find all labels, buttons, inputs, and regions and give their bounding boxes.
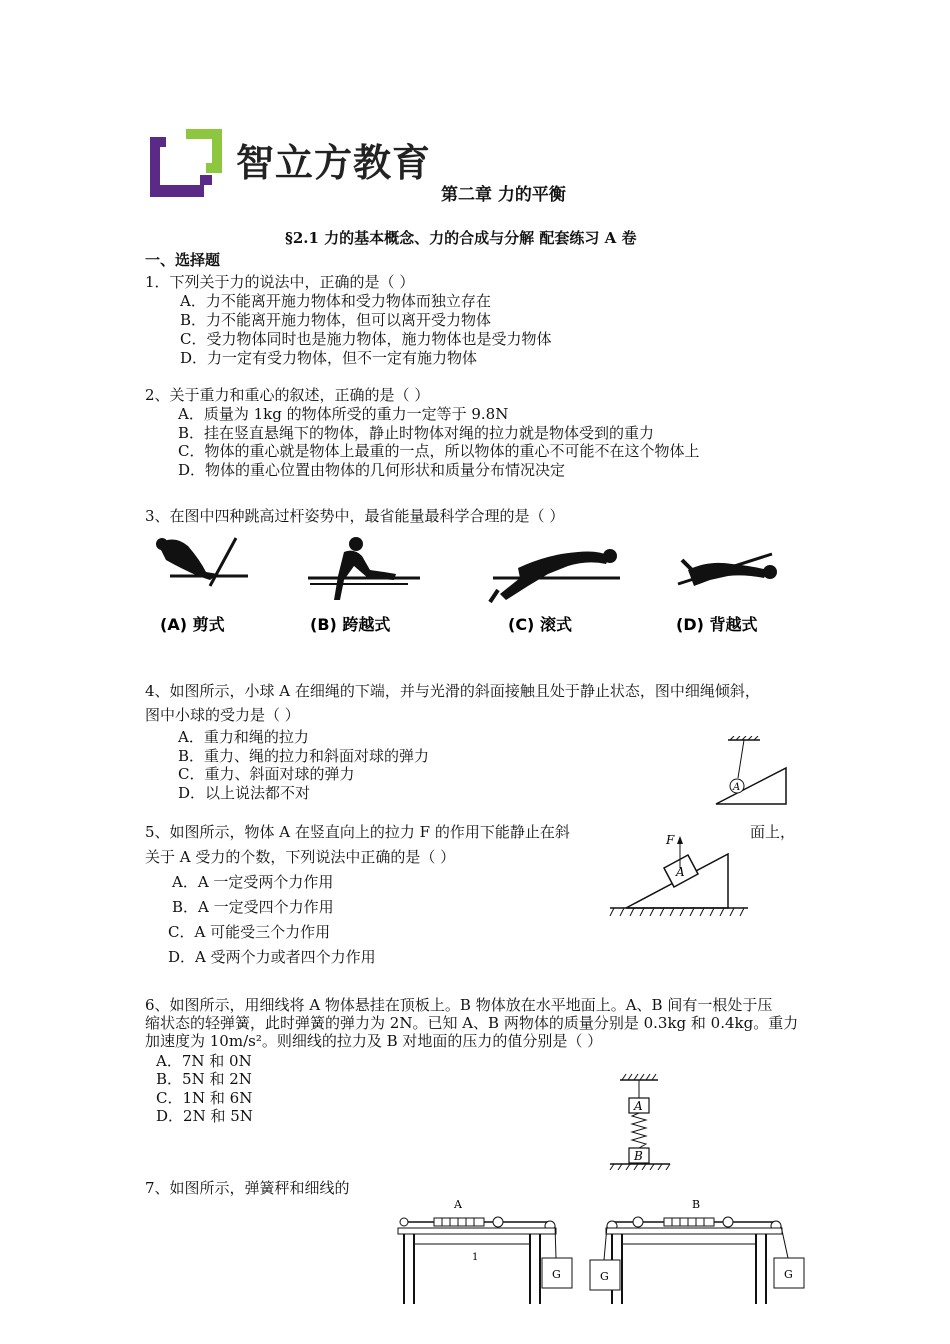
q4-option: A．重力和绳的拉力 xyxy=(178,728,309,746)
brand-logo xyxy=(148,127,226,203)
fig-label-c: (C) 滚式 xyxy=(508,615,572,634)
q1-option: D．力一定有受力物体，但不一定有施力物体 xyxy=(180,349,478,367)
q4-option: C．重力、斜面对球的弹力 xyxy=(178,765,355,783)
q1-option: C．受力物体同时也是施力物体，施力物体也是受力物体 xyxy=(180,330,552,348)
q6-stem-line2: 缩状态的轻弹簧，此时弹簧的弹力为 2N。已知 A、B 两物体的质量分别是 0.3kg 和 0.4kg。重力 xyxy=(145,1014,799,1032)
section-heading: 一、选择题 xyxy=(145,251,221,269)
q5-figure xyxy=(606,828,752,924)
q7-fig-label-b: B xyxy=(692,1198,701,1211)
q2-option: C．物体的重心就是物体上最重的一点，所以物体的重心不可能不在这个物体上 xyxy=(178,442,700,460)
spring-scale-tables-figure xyxy=(390,1196,820,1306)
chapter-title: 第二章 力的平衡 xyxy=(441,185,566,205)
q1-option: B．力不能离开施力物体，但可以离开受力物体 xyxy=(180,311,492,329)
q6-fig-bottom-label: B xyxy=(634,1149,643,1163)
q5-stem-line1-left: 5、如图所示，物体 A 在竖直向上的拉力 F 的作用下能静止在斜 xyxy=(145,823,570,841)
q5-stem-line2: 关于 A 受力的个数，下列说法中正确的是（ ） xyxy=(145,848,456,866)
q7-fig-label-a: A xyxy=(454,1198,462,1211)
logo-mark-icon xyxy=(148,127,226,199)
q2-option: B．挂在竖直悬绳下的物体，静止时物体对绳的拉力就是物体受到的重力 xyxy=(178,424,655,442)
q6-option: A．7N 和 0N xyxy=(156,1052,252,1070)
high-jump-figure xyxy=(148,530,798,642)
fig-label-b: (B) 跨越式 xyxy=(310,615,391,634)
q5-option: A．A 一定受两个力作用 xyxy=(172,873,334,891)
section-title: §2.1 力的基本概念、力的合成与分解 配套练习 A 卷 xyxy=(285,229,637,247)
q3-stem: 3、在图中四种跳高过杆姿势中，最省能量最科学合理的是（ ） xyxy=(145,507,565,525)
ball-on-incline-figure xyxy=(710,736,792,808)
block-on-incline-figure xyxy=(606,828,752,920)
q1-option: A．力不能离开施力物体和受力物体而独立存在 xyxy=(180,292,491,310)
q2-option: D．物体的重心位置由物体的几何形状和质量分布情况决定 xyxy=(178,461,566,479)
q5-stem-line1-right: 面上， xyxy=(750,823,796,841)
q6-option: C．1N 和 6N xyxy=(156,1089,253,1107)
q7-fig-weight-b-right: G xyxy=(784,1268,793,1281)
q4-option: D．以上说法都不对 xyxy=(178,784,311,802)
brand-name: 智立方教育 xyxy=(236,141,432,185)
q4-option: B．重力、绳的拉力和斜面对球的弹力 xyxy=(178,747,430,765)
q3-figure xyxy=(148,530,798,646)
spring-blocks-figure xyxy=(604,1072,676,1172)
q6-option: B．5N 和 2N xyxy=(156,1070,252,1088)
q4-fig-ball-label: A xyxy=(733,782,741,793)
q7-fig-weight-b-left: G xyxy=(600,1270,609,1283)
fig-label-a: (A) 剪式 xyxy=(160,615,225,634)
q7-fig-weight-a: G xyxy=(552,1268,561,1281)
q4-stem-line1: 4、如图所示，小球 A 在细绳的下端，并与光滑的斜面接触且处于静止状态，图中细绳倾斜， xyxy=(145,682,760,700)
q7-figure xyxy=(390,1196,820,1310)
q5-option: B．A 一定受四个力作用 xyxy=(172,898,334,916)
fig-label-d: (D) 背越式 xyxy=(676,615,758,634)
q4-figure xyxy=(710,736,792,812)
q6-stem-line1: 6、如图所示，用细线将 A 物体悬挂在顶板上。B 物体放在水平地面上。A、B 间有一根处于压 xyxy=(145,996,773,1014)
q6-option: D．2N 和 5N xyxy=(156,1107,253,1125)
q6-fig-top-label: A xyxy=(634,1099,643,1113)
q4-stem-line2: 图中小球的受力是（ ） xyxy=(145,706,300,724)
q6-stem-line3: 加速度为 10m/s²。则细线的拉力及 B 对地面的压力的值分别是（ ） xyxy=(145,1032,603,1050)
q2-option: A．质量为 1kg 的物体所受的重力一定等于 9.8N xyxy=(178,405,509,423)
q5-fig-force-label: F xyxy=(666,833,675,847)
q7-fig-number: 1 xyxy=(472,1252,479,1263)
q7-stem: 7、如图所示，弹簧秤和细线的 xyxy=(145,1179,350,1197)
q5-option: D．A 受两个力或者四个力作用 xyxy=(168,948,376,966)
q6-figure xyxy=(604,1072,676,1176)
q2-stem: 2、关于重力和重心的叙述，正确的是（ ） xyxy=(145,386,430,404)
q5-fig-block-label: A xyxy=(676,865,685,879)
q5-option: C．A 可能受三个力作用 xyxy=(168,923,331,941)
q1-stem: 1．下列关于力的说法中，正确的是（ ） xyxy=(145,273,415,291)
